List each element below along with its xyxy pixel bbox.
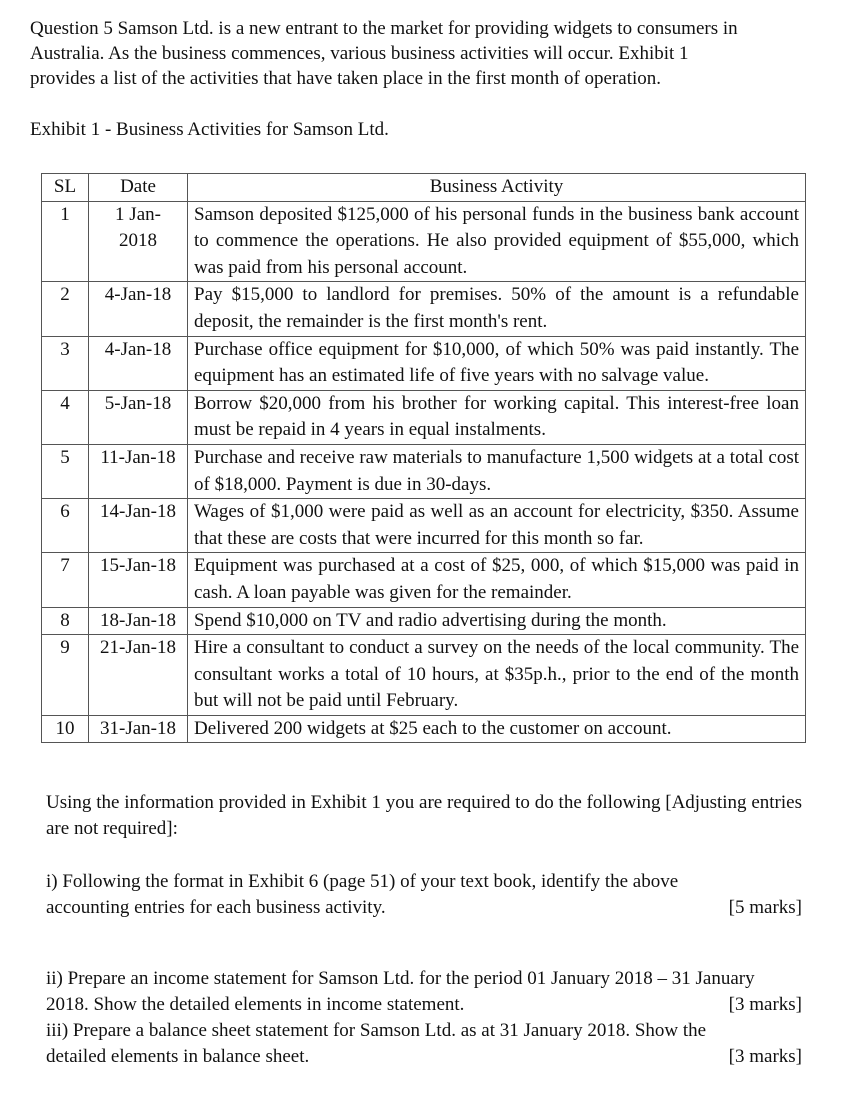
table-row [42,553,806,607]
table-row [42,201,806,282]
row-activity: Spend $10,000 on TV and radio advertising during the month. [188,607,806,635]
row-date-line-1: 1 Jan- [115,203,161,225]
header-sl: SL [42,174,89,202]
row-sl: 4 [42,390,89,444]
row-activity: Wages of $1,000 were paid as well as an account for electricity, $350. Assume that these are costs that were incurred for this month so far. [188,499,806,553]
row-sl: 10 [42,715,89,743]
row-date: 18-Jan-18 [89,607,188,635]
row-date [89,201,188,282]
table-row [42,499,806,553]
row-date-line-2: 2018 [119,230,157,252]
part-ii [46,966,802,1018]
exhibit-title: Exhibit 1 - Business Activities for Samson Ltd. [30,119,389,140]
row-activity: Borrow $20,000 from his brother for working capital. This interest-free loan must be repaid in 4 years in equal instalments. [188,390,806,444]
part-iii-marks: [3 marks] [728,1046,802,1067]
row-date: 11-Jan-18 [89,444,188,498]
part-i-text: i) Following the format in Exhibit 6 (page 51) of your text book, identify the above [46,871,679,892]
instructions-text: Using the information provided in Exhibit 1 you are required to do the following [Adjusting entries are not required]: [46,792,802,839]
row-date: 5-Jan-18 [89,390,188,444]
row-activity: Purchase office equipment for $10,000, of which 50% was paid instantly. The equipment has an estimated life of five years with no salvage value. [188,336,806,390]
part-ii-text-2: 2018. Show the detailed elements in income statement. [46,994,465,1015]
row-activity: Purchase and receive raw materials to manufacture 1,500 widgets at a total cost of $18,000. Payment is due in 30-days. [188,444,806,498]
row-activity: Pay $15,000 to landlord for premises. 50% of the amount is a refundable deposit, the remainder is the first month's rent. [188,282,806,336]
row-sl: 8 [42,607,89,635]
part-i-text-2: accounting entries for each business activity. [46,897,386,918]
question-intro [30,16,820,91]
intro-line-2: Australia. As the business commences, various business activities will occur. Exhibit 1 [30,43,689,64]
table-row [42,444,806,498]
row-sl: 3 [42,336,89,390]
row-date: 14-Jan-18 [89,499,188,553]
part-ii-text: ii) Prepare an income statement for Samson Ltd. for the period 01 January 2018 – 31 January [46,968,755,989]
table-header-row [42,174,806,202]
row-date: 31-Jan-18 [89,715,188,743]
table-row [42,715,806,743]
header-date: Date [89,174,188,202]
table-row [42,607,806,635]
row-activity: Delivered 200 widgets at $25 each to the customer on account. [188,715,806,743]
part-iii-text-2: detailed elements in balance sheet. [46,1046,310,1067]
table-row [42,390,806,444]
part-i [46,869,802,921]
table-row [42,635,806,716]
row-activity: Hire a consultant to conduct a survey on the needs of the local community. The consultant works a total of 10 hours, at $35p.h., prior to the end of the month but will not be paid until February. [188,635,806,716]
row-date: 21-Jan-18 [89,635,188,716]
row-activity: Samson deposited $125,000 of his personal funds in the business bank account to commence the operations. He also provided equipment of $55,000, which was paid from his personal account. [188,201,806,282]
business-activities-table [41,173,806,743]
row-date: 15-Jan-18 [89,553,188,607]
intro-line-3: provides a list of the activities that have taken place in the first month of operation. [30,68,662,89]
header-activity: Business Activity [188,174,806,202]
part-i-marks: [5 marks] [728,897,802,918]
part-ii-marks: [3 marks] [728,994,802,1015]
row-sl: 5 [42,444,89,498]
part-iii [46,1018,802,1070]
table-row [42,336,806,390]
row-activity: Equipment was purchased at a cost of $25, 000, of which $15,000 was paid in cash. A loan payable was given for the remainder. [188,553,806,607]
row-sl: 2 [42,282,89,336]
row-sl: 9 [42,635,89,716]
table-row [42,282,806,336]
row-date: 4-Jan-18 [89,336,188,390]
row-sl: 6 [42,499,89,553]
row-sl: 7 [42,553,89,607]
row-date: 4-Jan-18 [89,282,188,336]
row-sl: 1 [42,201,89,282]
part-iii-text: iii) Prepare a balance sheet statement for Samson Ltd. as at 31 January 2018. Show the [46,1020,707,1041]
intro-line-1: Question 5 Samson Ltd. is a new entrant to the market for providing widgets to consumers in [30,18,738,39]
